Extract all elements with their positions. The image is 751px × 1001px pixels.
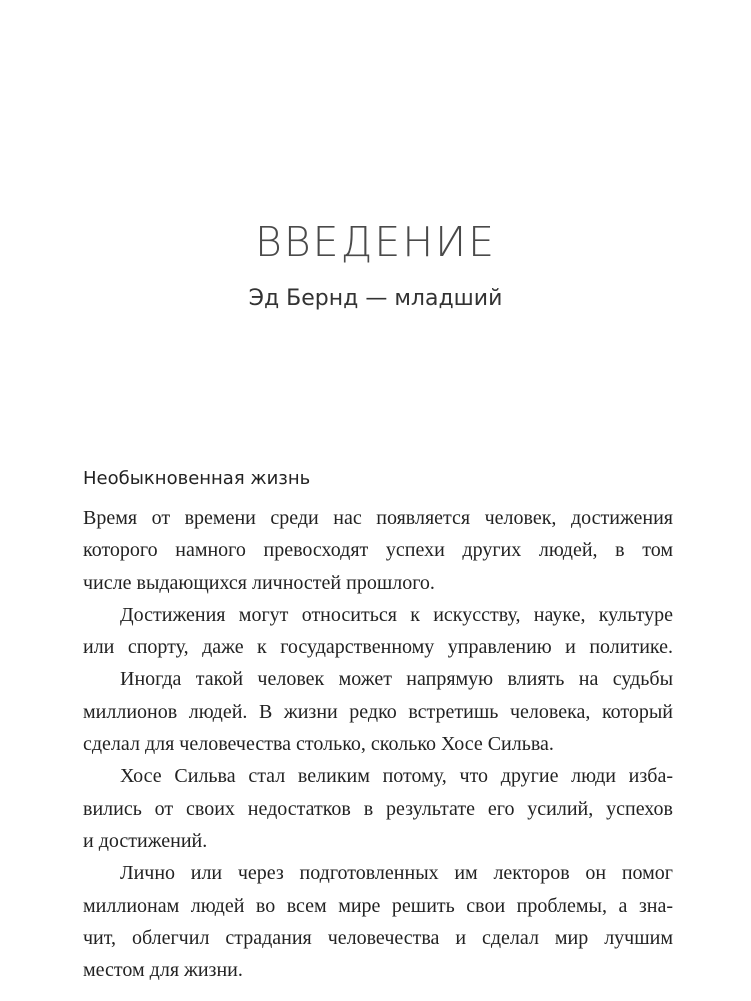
chapter-author: Эд Бернд — младший [248,286,503,311]
text-line: или спорту, даже к государственному управлению и политике. [83,636,673,659]
text-line: миллионам людей во всем мире решить свои проблемы, а зна- [83,894,673,917]
paragraph [83,599,673,664]
section-heading: Необыкновенная жизнь [83,468,311,489]
text-line: чит, облегчил страдания человечества и сделал мир лучшим [83,926,673,949]
paragraph [83,502,673,599]
text-line: Лично или через подготовленных им лекторов он помог [120,862,673,885]
text-line: Иногда такой человек может напрямую влиять на судьбы [120,668,673,691]
text-line: Хосе Сильва стал великим потому, что другие люди изба- [120,765,673,788]
text-line: вились от своих недостатков в результате его усилий, успехов [83,797,673,820]
paragraph [83,663,673,760]
paragraph [83,760,673,857]
paragraph [83,857,673,986]
text-line: Время от времени среди нас появляется человек, достижения [83,507,673,529]
chapter-title: ВВЕДЕНИЕ [254,218,497,266]
text-line: миллионов людей. В жизни редко встретишь человека, который [83,700,673,723]
text-line: сделал для человечества столько, сколько Хосе Сильва. [83,733,554,756]
text-line: числе выдающихся личностей прошлого. [83,571,435,594]
text-line: которого намного превосходят успехи других людей, в том [83,539,673,562]
body-text [83,502,673,986]
text-line: и достижений. [83,829,208,852]
text-line: местом для жизни. [83,959,243,982]
text-line: Достижения могут относиться к искусству, науке, культуре [120,603,673,626]
